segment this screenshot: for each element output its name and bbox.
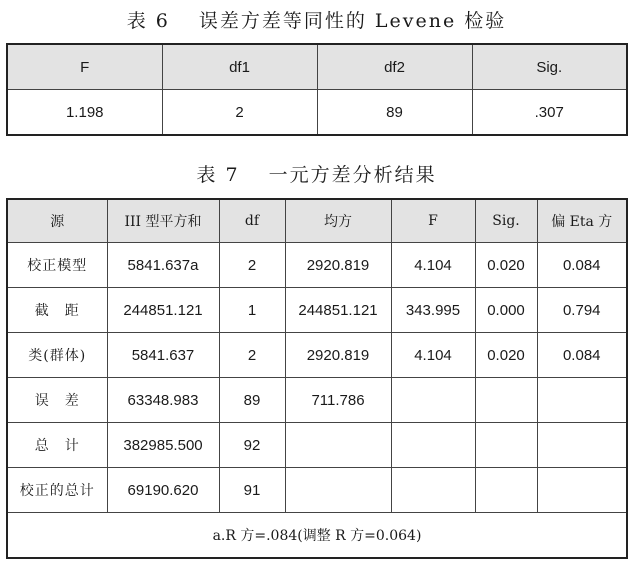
cell-partial-eta-squared — [537, 423, 627, 468]
cell-source: 校正模型 — [7, 243, 107, 288]
levene-test-table — [6, 43, 628, 136]
cell-f — [391, 378, 475, 423]
column-header-f: F — [391, 199, 475, 243]
cell-mean-square: 244851.121 — [285, 288, 391, 333]
column-header-df: df — [219, 199, 285, 243]
table-footnote: a.R 方=.084(调整 R 方=0.064) — [7, 513, 627, 559]
cell-sum-of-squares: 382985.500 — [107, 423, 219, 468]
cell-sum-of-squares: 63348.983 — [107, 378, 219, 423]
cell-partial-eta-squared — [537, 378, 627, 423]
column-header-mean-square: 均方 — [285, 199, 391, 243]
cell-sum-of-squares: 5841.637 — [107, 333, 219, 378]
cell-df: 91 — [219, 468, 285, 513]
cell-f: 1.198 — [7, 90, 162, 136]
table6-caption: 表 6 误差方差等同性的 Levene 检验 — [126, 10, 507, 32]
table-footnote-row — [7, 513, 627, 559]
cell-sig: 0.020 — [475, 333, 537, 378]
cell-source: 截 距 — [7, 288, 107, 333]
cell-f — [391, 468, 475, 513]
table-row — [7, 468, 627, 513]
cell-df: 2 — [219, 243, 285, 288]
cell-source: 误 差 — [7, 378, 107, 423]
cell-mean-square: 711.786 — [285, 378, 391, 423]
cell-sum-of-squares: 69190.620 — [107, 468, 219, 513]
cell-sig: 0.020 — [475, 243, 537, 288]
table-row — [7, 288, 627, 333]
column-header-sum-of-squares: III 型平方和 — [107, 199, 219, 243]
cell-sum-of-squares: 5841.637a — [107, 243, 219, 288]
cell-df: 89 — [219, 378, 285, 423]
cell-df1: 2 — [162, 90, 317, 136]
cell-f: 4.104 — [391, 333, 475, 378]
cell-sig — [475, 378, 537, 423]
table7-caption: 表 7 一元方差分析结果 — [196, 164, 437, 186]
cell-partial-eta-squared: 0.084 — [537, 243, 627, 288]
cell-mean-square — [285, 468, 391, 513]
cell-source: 校正的总计 — [7, 468, 107, 513]
table-row — [7, 243, 627, 288]
cell-sig — [475, 423, 537, 468]
cell-source: 类(群体) — [7, 333, 107, 378]
cell-partial-eta-squared: 0.794 — [537, 288, 627, 333]
table-header-row — [7, 44, 627, 90]
column-header-df1: df1 — [162, 44, 317, 90]
cell-mean-square — [285, 423, 391, 468]
cell-sig: .307 — [472, 90, 627, 136]
cell-df: 92 — [219, 423, 285, 468]
cell-source: 总 计 — [7, 423, 107, 468]
column-header-source: 源 — [7, 199, 107, 243]
cell-df: 2 — [219, 333, 285, 378]
cell-df2: 89 — [317, 90, 472, 136]
cell-sig: 0.000 — [475, 288, 537, 333]
cell-mean-square: 2920.819 — [285, 243, 391, 288]
cell-sum-of-squares: 244851.121 — [107, 288, 219, 333]
table-row — [7, 333, 627, 378]
table-row — [7, 378, 627, 423]
column-header-partial-eta-squared: 偏 Eta 方 — [537, 199, 627, 243]
cell-df: 1 — [219, 288, 285, 333]
cell-f: 4.104 — [391, 243, 475, 288]
cell-f — [391, 423, 475, 468]
cell-f: 343.995 — [391, 288, 475, 333]
column-header-sig: Sig. — [475, 199, 537, 243]
table-row — [7, 90, 627, 136]
table-row — [7, 423, 627, 468]
cell-partial-eta-squared — [537, 468, 627, 513]
cell-partial-eta-squared: 0.084 — [537, 333, 627, 378]
anova-table — [6, 198, 628, 559]
column-header-df2: df2 — [317, 44, 472, 90]
column-header-f: F — [7, 44, 162, 90]
table-header-row — [7, 199, 627, 243]
cell-sig — [475, 468, 537, 513]
column-header-sig: Sig. — [472, 44, 627, 90]
cell-mean-square: 2920.819 — [285, 333, 391, 378]
